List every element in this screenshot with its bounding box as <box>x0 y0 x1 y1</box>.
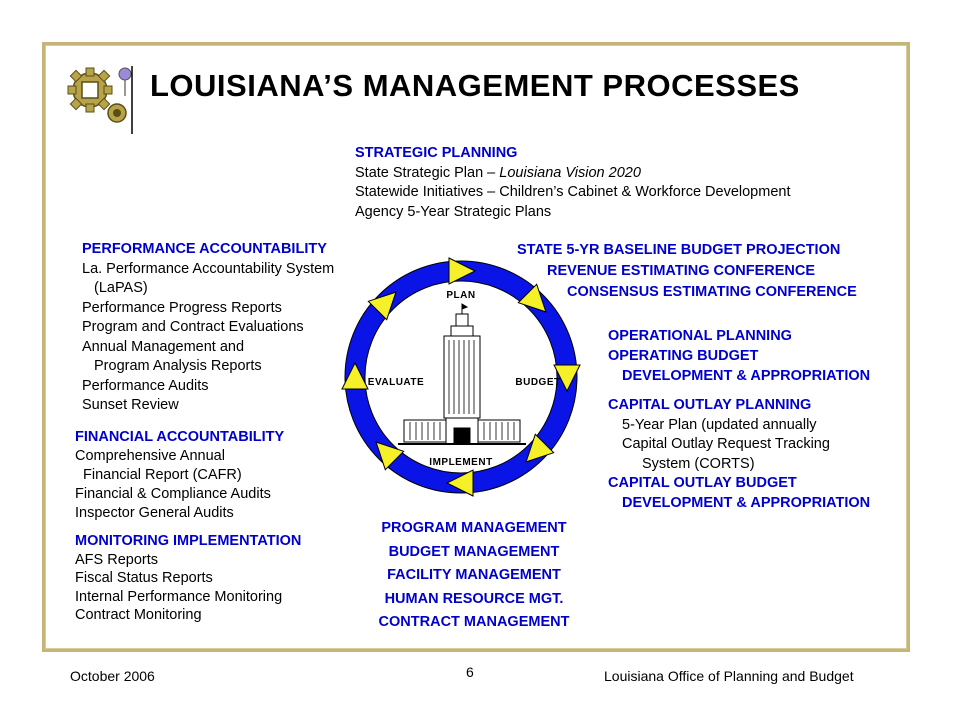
performance-item: Performance Progress Reports <box>82 299 282 316</box>
capital-outlay-planning-heading: CAPITAL OUTLAY PLANNING <box>608 397 812 413</box>
management-cycle-diagram <box>336 252 586 502</box>
program-management-block <box>366 517 582 635</box>
capitol-building-icon <box>398 304 526 444</box>
capital-item: Capital Outlay Request Tracking <box>622 436 830 452</box>
performance-item: La. Performance Accountability System <box>82 260 335 277</box>
performance-item: (LaPAS) <box>94 280 148 296</box>
monitoring-implementation-heading: MONITORING IMPLEMENTATION <box>75 533 302 549</box>
baseline-projection-heading: STATE 5-YR BASELINE BUDGET PROJECTION <box>517 242 841 258</box>
financial-accountability-block <box>75 428 284 523</box>
capital-development-appropriation-heading: DEVELOPMENT & APPROPRIATION <box>622 494 871 511</box>
development-appropriation-heading: DEVELOPMENT & APPROPRIATION <box>622 368 871 384</box>
cycle-label-evaluate: EVALUATE <box>367 377 425 388</box>
financial-item: Inspector General Audits <box>75 505 234 521</box>
vision-2020-italic: Louisiana Vision 2020 <box>499 164 641 181</box>
revenue-estimating-heading: REVENUE ESTIMATING CONFERENCE <box>547 263 816 279</box>
capital-outlay-block <box>608 396 870 513</box>
footer-organization: Louisiana Office of Planning and Budget <box>604 668 854 684</box>
financial-item: Comprehensive Annual <box>75 448 225 464</box>
capital-outlay-budget-heading: CAPITAL OUTLAY BUDGET <box>608 475 797 491</box>
financial-item: Financial & Compliance Audits <box>75 486 271 502</box>
gears-logo-icon <box>62 62 142 138</box>
strategic-planning-block <box>355 144 790 222</box>
footer-date: October 2006 <box>70 668 155 684</box>
small-gear-icon <box>108 104 126 122</box>
program-item: HUMAN RESOURCE MGT. <box>384 590 564 607</box>
operational-planning-heading: OPERATIONAL PLANNING <box>608 328 792 344</box>
performance-item: Program Analysis Reports <box>94 358 262 374</box>
performance-accountability-heading: PERFORMANCE ACCOUNTABILITY <box>82 241 327 257</box>
capital-item: System (CORTS) <box>642 455 755 472</box>
strategic-line-2: Statewide Initiatives – Children’s Cabinet & Workforce Development <box>355 184 791 200</box>
strategic-planning-heading: STRATEGIC PLANNING <box>355 145 518 161</box>
operational-planning-block <box>608 326 870 386</box>
program-item: PROGRAM MANAGEMENT <box>381 520 567 536</box>
program-item: FACILITY MANAGEMENT <box>387 567 561 583</box>
monitoring-item: Contract Monitoring <box>75 607 202 623</box>
strategic-line-1: State Strategic Plan – Louisiana Vision 2020 <box>355 164 641 181</box>
monitoring-implementation-block <box>75 532 301 625</box>
program-item: CONTRACT MANAGEMENT <box>378 614 570 630</box>
performance-item: Program and Contract Evaluations <box>82 319 304 335</box>
financial-accountability-heading: FINANCIAL ACCOUNTABILITY <box>75 429 285 445</box>
monitoring-item: Internal Performance Monitoring <box>75 588 283 605</box>
monitoring-item: Fiscal Status Reports <box>75 570 213 586</box>
large-gear-icon <box>68 68 112 112</box>
purple-dot-icon <box>119 68 131 80</box>
footer-page-number: 6 <box>466 664 474 680</box>
capital-item: 5-Year Plan (updated annually <box>622 416 817 433</box>
program-item: BUDGET MANAGEMENT <box>388 543 560 560</box>
financial-item: Financial Report (CAFR) <box>83 467 242 483</box>
performance-item: Performance Audits <box>82 377 209 394</box>
operating-budget-heading: OPERATING BUDGET <box>608 348 759 364</box>
cycle-label-implement: IMPLEMENT <box>429 457 493 468</box>
performance-item: Sunset Review <box>82 397 179 413</box>
performance-item: Annual Management and <box>82 338 245 355</box>
page-title: LOUISIANA’S MANAGEMENT PROCESSES <box>150 68 800 103</box>
cycle-label-plan: PLAN <box>446 290 476 301</box>
consensus-estimating-heading: CONSENSUS ESTIMATING CONFERENCE <box>567 284 857 300</box>
cycle-label-budget: BUDGET <box>515 377 561 388</box>
strategic-line-3: Agency 5-Year Strategic Plans <box>355 203 552 220</box>
performance-accountability-block <box>82 240 334 416</box>
monitoring-item: AFS Reports <box>75 551 158 568</box>
